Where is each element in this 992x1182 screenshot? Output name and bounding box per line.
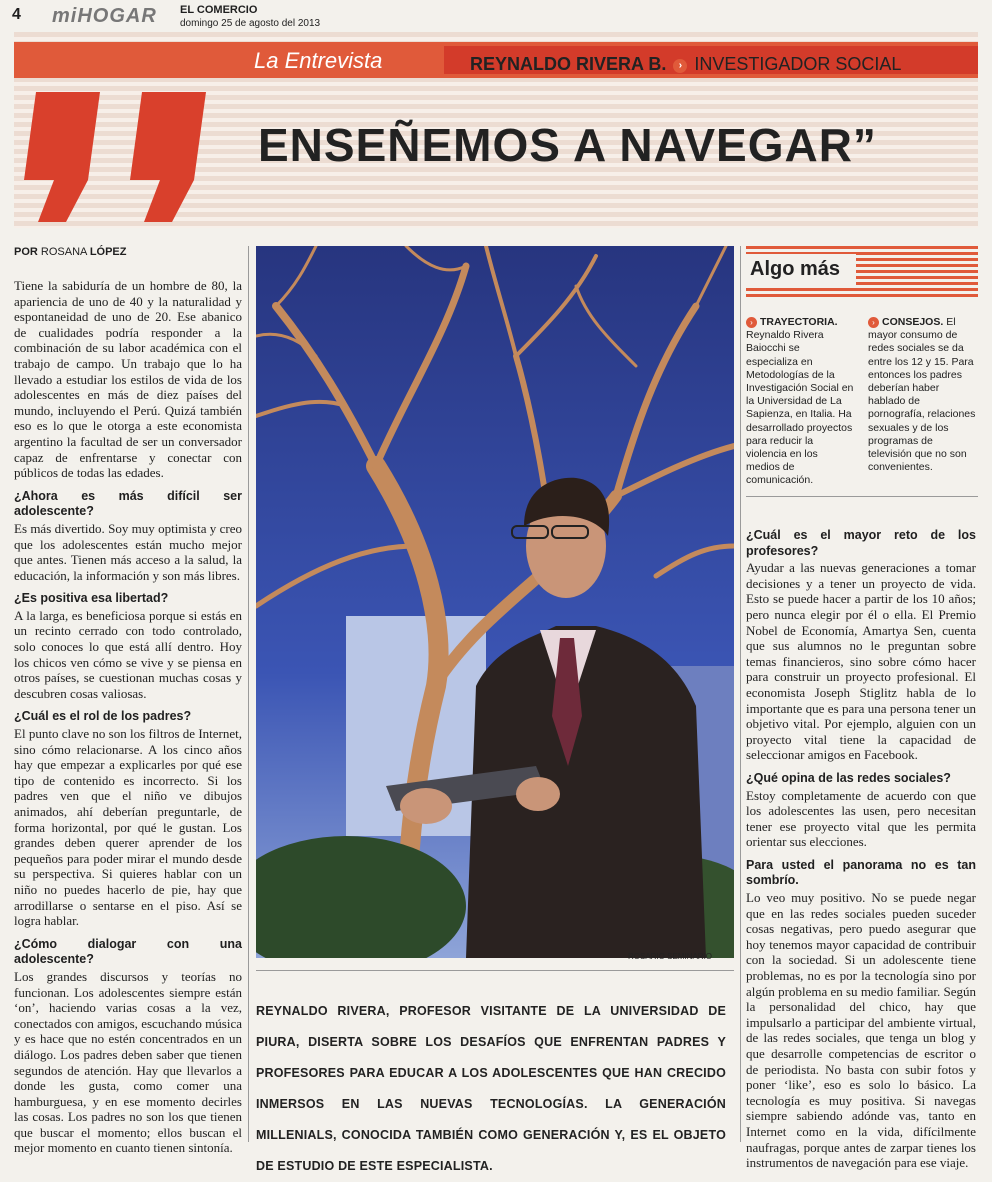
page-number: 4 [12,6,21,23]
question-7: Para usted el panorama no es tan sombrío. [746,857,976,888]
sidebar-item-trayectoria [746,316,854,488]
answer-7: Lo veo muy positivo. No se puede negar que en las redes sociales pueden suceder cosas negativas, pero puedo asegurar que hoy tenemos mayor capacidad de contribuir con la sociedad. Si un adolescente tiene problemas, no es por la tecnología sino por algún problema en su medio familiar. Según la personalidad del chico, hay que impulsarlo a participar del ambiente virtual, de las redes sociales, que tenga un blog y que desarrolle competencias de escritor o de periodista. No basta con subir fotos y poner ‘like’, eso es solo lo básico. La tecnología es muy positiva. Si navegas siempre sabiendo adónde vas, tanto en Internet como en la vida, difícilmente naufragas, porque antes de zarpar tienes los instrumentos de navegación para ese viaje. [746,890,976,1171]
sidebar-algo-mas [746,246,978,486]
question-3: ¿Cuál es el rol de los padres? [14,709,192,724]
question-1: ¿Ahora es más difícil ser adolescente? [14,488,242,519]
sidebar-item-head: CONSEJOS. [882,316,944,328]
photo-credit: ROSARIO SEMINARIO [628,952,713,961]
intro-paragraph: Tiene la sabiduría de un hombre de 80, la apariencia de uno de 40 y la naturalidad y espontaneidad de uno de 20. Ese abanico de cualidades podría responder a la combinación de su labor académica con el trabajo de campo. Un trabajo que lo ha llevado a estudiar los estilos de vida de los adolescentes en más de diez países del mundo, incluyendo el Perú. Quizá también eso es lo que le otorga a este economista argentino la facultad de ser un conversador capaz de enfrentarse y conectar con públicos de todas las edades. [14,278,242,481]
photo-illustration [256,246,734,958]
byline-last-name: LÓPEZ [89,246,127,258]
sidebar-item-consejos [868,316,976,474]
question-4: ¿Cómo dialogar con una adolescente? [14,936,242,967]
byline-first-name: ROSANA [40,246,90,258]
answer-1: Es más divertido. Soy muy optimista y creo que los adolescentes están mucho mejor que antes. Tienen más acceso a la salud, la educación, la información y son más libres. [14,520,242,583]
masthead [0,0,992,32]
byline-prefix: POR [14,246,41,258]
answer-2: A la larga, es beneficiosa porque si estás en un recinto cerrado con todo controlado, solo conoces lo que está allí dentro. Hoy los chicos ven cómo se vive y se piensa en otros países, se cuestionan muchas cosas y descubren cosas valiosas. [14,607,242,701]
column-divider [248,246,249,1142]
sidebar-item-head: TRAYECTORIA. [760,316,838,328]
right-column [746,528,976,1177]
section-logo: miHOGAR [52,5,157,27]
sidebar-bottom-rule [746,496,978,497]
column-divider [740,246,741,1142]
interview-banner [14,32,978,228]
question-5: ¿Cuál es el mayor reto de los profesores? [746,528,976,558]
headline: ENSEÑEMOS A NAVEGAR” [258,119,877,171]
byline [14,246,242,258]
interviewee-photo [256,246,734,958]
question-6: ¿Qué opina de las redes sociales? [746,770,951,785]
quote-marks-icon [14,62,244,228]
left-column [14,246,242,1162]
section-tag: La Entrevista [254,48,383,73]
interviewee-line [470,54,901,75]
answer-3: El punto clave no son los filtros de Internet, sino cómo relacionarse. A los cinco años hay que empezar a explicarles por qué ese tipo de contenido es incorrecto. Si los padres ven que el niño ve dibujos animados, ahí deberían preguntarle, de forma horizontal, por qué le gustan. Los grandes deben querer aprender de los pequeños para poder mirar el mundo desde su perspectiva. Si quieres hablar con un niño no puedes hacerlo de pie, hay que arrodillarse o sentarse en el piso. Así se logra hablar. [14,726,242,929]
interviewee-name: REYNALDO RIVERA B. [470,54,667,74]
sidebar-item-text: Reynaldo Rivera Baiocchi se especializa en Metodologías de la Investigación Social en la Universidad de La Sapienza, en Italia. Ha desarrollado proyectos para reducir la violencia en los medios de comunicación. [746,329,854,487]
chevron-right-icon: › [868,317,879,328]
newspaper-name: EL COMERCIO [180,4,258,16]
answer-6: Estoy completamente de acuerdo con que los adolescentes las usen, pero necesitan tener ese proyecto vital que les permita orientar sus elecciones. [746,787,976,850]
sidebar-title: Algo más [750,258,841,280]
interviewee-role: INVESTIGADOR SOCIAL [694,54,902,74]
sidebar-item-text: El mayor consumo de redes sociales se da entre los 12 y 15. Para entonces los padres deberían haber hablado de pornografía, relaciones sexuales y de los programas de televisión que no son convenientes. [868,316,976,474]
publication-date: domingo 25 de agosto del 2013 [180,18,321,29]
chevron-right-icon: › [673,59,687,73]
photo-caption: REYNALDO RIVERA, PROFESOR VISITANTE DE LA UNIVERSIDAD DE PIURA, DISERTA SOBRE LOS DESAFÍOS QUE ENFRENTAN PADRES Y PROFESORES PARA EDUCAR A LOS ADOLESCENTES QUE HAN CRECIDO INMERSOS EN LAS NUEVAS TECNOLOGÍAS. LA GENERACIÓN MILLENIALS, CONOCIDA TAMBIÉN COMO GENERACIÓN Y, ES EL OBJETO DE ESTUDIO DE ESTE ESPECIALISTA. [256,1004,726,1173]
caption-rule [256,970,734,971]
answer-4: Los grandes discursos y teorías no funcionan. Los adolescentes siempre están ‘on’, haciendo varias cosas a la vez, conectados con amigos, escuchando música y es hace que no estén concentrados en un diálogo. Los padres deben saber que tienen segundos de atención. Hay que llevarlos a donde les gusta, como comer una hamburguesa, y en ese momento decirles las cosas. Los padres no son los que tienen que buscar el momento; ellos buscan el mejor momento en cuanto tienen sintonía. [14,968,242,1156]
question-2: ¿Es positiva esa libertad? [14,591,169,606]
answer-5: Ayudar a las nuevas generaciones a tomar decisiones y a tener un proyecto de vida. Esto se puede hacer a partir de los 10 años; pero nunca elegir por él o ella. El Premio Nobel de Economía, Amartya Sen, cuenta que sus alumnos no le preguntan sobre temas financieros, sino sobre cómo hacer para construir un proyecto profesional. El economista Joseph Stiglitz habla de lo importante que es para una persona tener un objetivo vital. Por ejemplo, alguien con un proyecto vital tiene la capacidad de seleccionar amigos en Facebook. [746,560,976,763]
chevron-right-icon: › [746,317,757,328]
